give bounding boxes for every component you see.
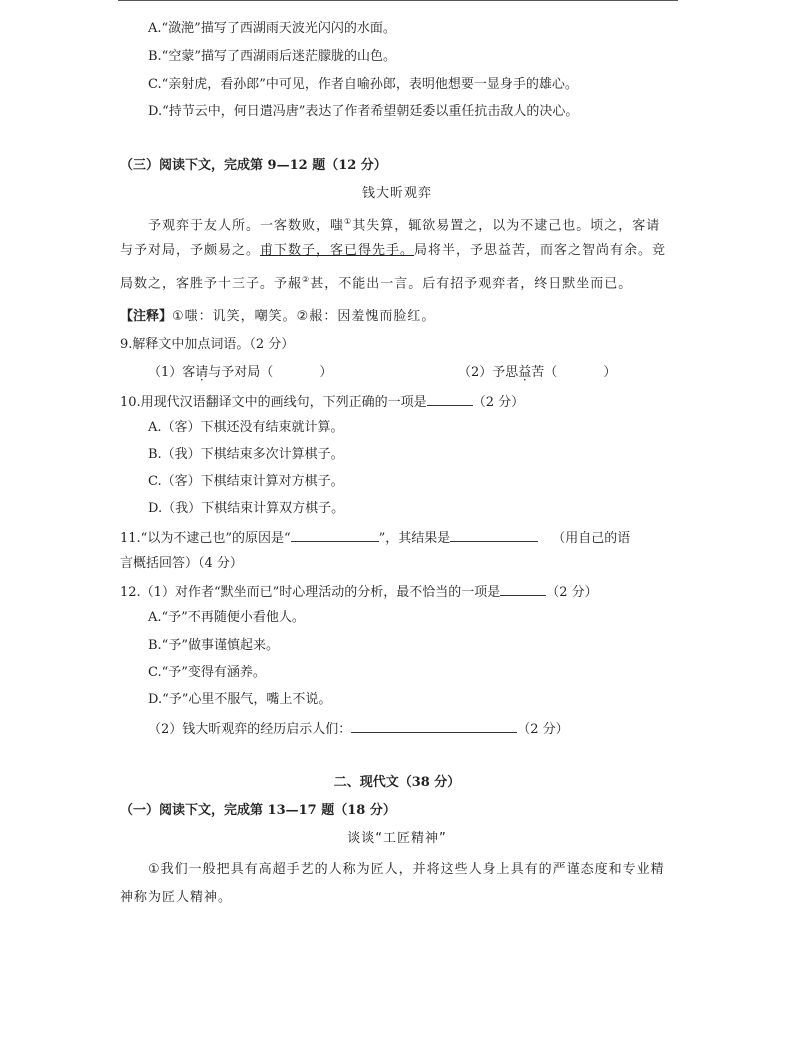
- modern-passage-line-1: ①我们一般把具有高超手艺的人称为匠人，并将这些人身上具有的严谨态度和专业精: [148, 862, 665, 877]
- section3-heading: （三）阅读下文，完成第 9—12 题（12 分）: [120, 158, 387, 173]
- q11-result-blank[interactable]: [450, 528, 538, 542]
- top-divider: [118, 0, 678, 1]
- passage-title: 钱大昕观弈: [361, 186, 432, 201]
- dotted-word-qing: 请: [195, 365, 209, 380]
- annotation: [120, 308, 435, 326]
- annotation-text: ①嗤：讥笑，嘲笑。②赧：因羞愧而脸红。: [172, 309, 436, 324]
- q8-option-d: D.“持节云中，何日遣冯唐”表达了作者希望朝廷委以重任抗击敌人的决心。: [148, 104, 579, 119]
- q9-item-2: （2）予思益苦（ ）: [458, 365, 617, 380]
- q12-answer-blank[interactable]: [500, 582, 546, 596]
- q8-option-b: B.“空蒙”描写了西湖雨后迷茫朦胧的山色。: [148, 49, 396, 64]
- passage-line-2: 与予对局，予颇易之。甫下数子，客已得先手。局将半，予思益苦，而客之智尚有余。竞: [120, 243, 667, 258]
- q12-part-2: （2）钱大昕观弈的经历启示人们： （2 分）: [148, 719, 569, 739]
- q8-option-c: C.“亲射虎，看孙郎”中可见，作者自喻孙郎，表明他想要一显身手的雄心。: [148, 77, 578, 92]
- q10-option-d: D.（我）下棋结束计算双方棋子。: [148, 501, 345, 516]
- q12-part2-blank[interactable]: [351, 719, 517, 733]
- annotation-label: 【注释】: [120, 309, 173, 324]
- q11-line-2: 言概括回答）（4 分）: [120, 556, 243, 571]
- passage-line-3: 局数之，客胜予十三子。予赧②甚，不能出一言。后有招予观弈者，终日默坐而已。: [120, 275, 633, 292]
- modern-passage-title: 谈谈“工匠精神”: [347, 831, 447, 846]
- modern-passage-line-2: 神称为匠人精神。: [120, 890, 233, 905]
- q12-option-a: A.“予”不再随便小看他人。: [148, 610, 305, 625]
- q10-option-c: C.（客）下棋结束计算对方棋子。: [148, 474, 344, 489]
- part2-heading: 二、现代文（38 分）: [333, 775, 461, 790]
- footnote-marker-1: ①: [344, 217, 353, 226]
- q10-stem: 10.用现代汉语翻译文中的画线句，下列正确的一项是 （2 分）: [120, 392, 524, 412]
- q11-reason-blank[interactable]: [291, 528, 379, 542]
- part2-sub-heading: （一）阅读下文，完成第 13—17 题（18 分）: [120, 803, 396, 818]
- dotted-word-yi: 益: [518, 365, 532, 380]
- q12-stem: 12.（1）对作者“默坐而已”时心理活动的分析，最不恰当的一项是 （2 分）: [120, 582, 598, 602]
- footnote-marker-2: ②: [302, 275, 311, 284]
- q12-option-b: B.“予”做事谨慎起来。: [148, 638, 279, 653]
- passage-line-1: 予观弈于友人所。一客数败，嗤①其失算，辄欲易置之，以为不逮己也。顷之，客请: [148, 217, 661, 234]
- q11-line-1: 11.“以为不逮己也”的原因是“ ”，其结果是 （用自己的语: [120, 528, 630, 548]
- q12-option-c: C.“予”变得有涵养。: [148, 665, 266, 680]
- q8-option-a: A.“潋滟”描写了西湖雨天波光闪闪的水面。: [148, 21, 396, 36]
- q10-option-b: B.（我）下棋结束多次计算棋子。: [148, 447, 344, 462]
- q10-answer-blank[interactable]: [427, 392, 473, 406]
- q10-option-a: A.（客）下棋还没有结束就计算。: [148, 420, 344, 435]
- underlined-sentence: 甫下数子，客已得先手。: [260, 243, 415, 258]
- q12-option-d: D.“予”心里不服气，嘴上不说。: [148, 692, 332, 707]
- q9-item-1: （1）客请与予对局（ ）: [148, 365, 333, 380]
- q9-stem: 9.解释文中加点词语。（2 分）: [120, 337, 295, 352]
